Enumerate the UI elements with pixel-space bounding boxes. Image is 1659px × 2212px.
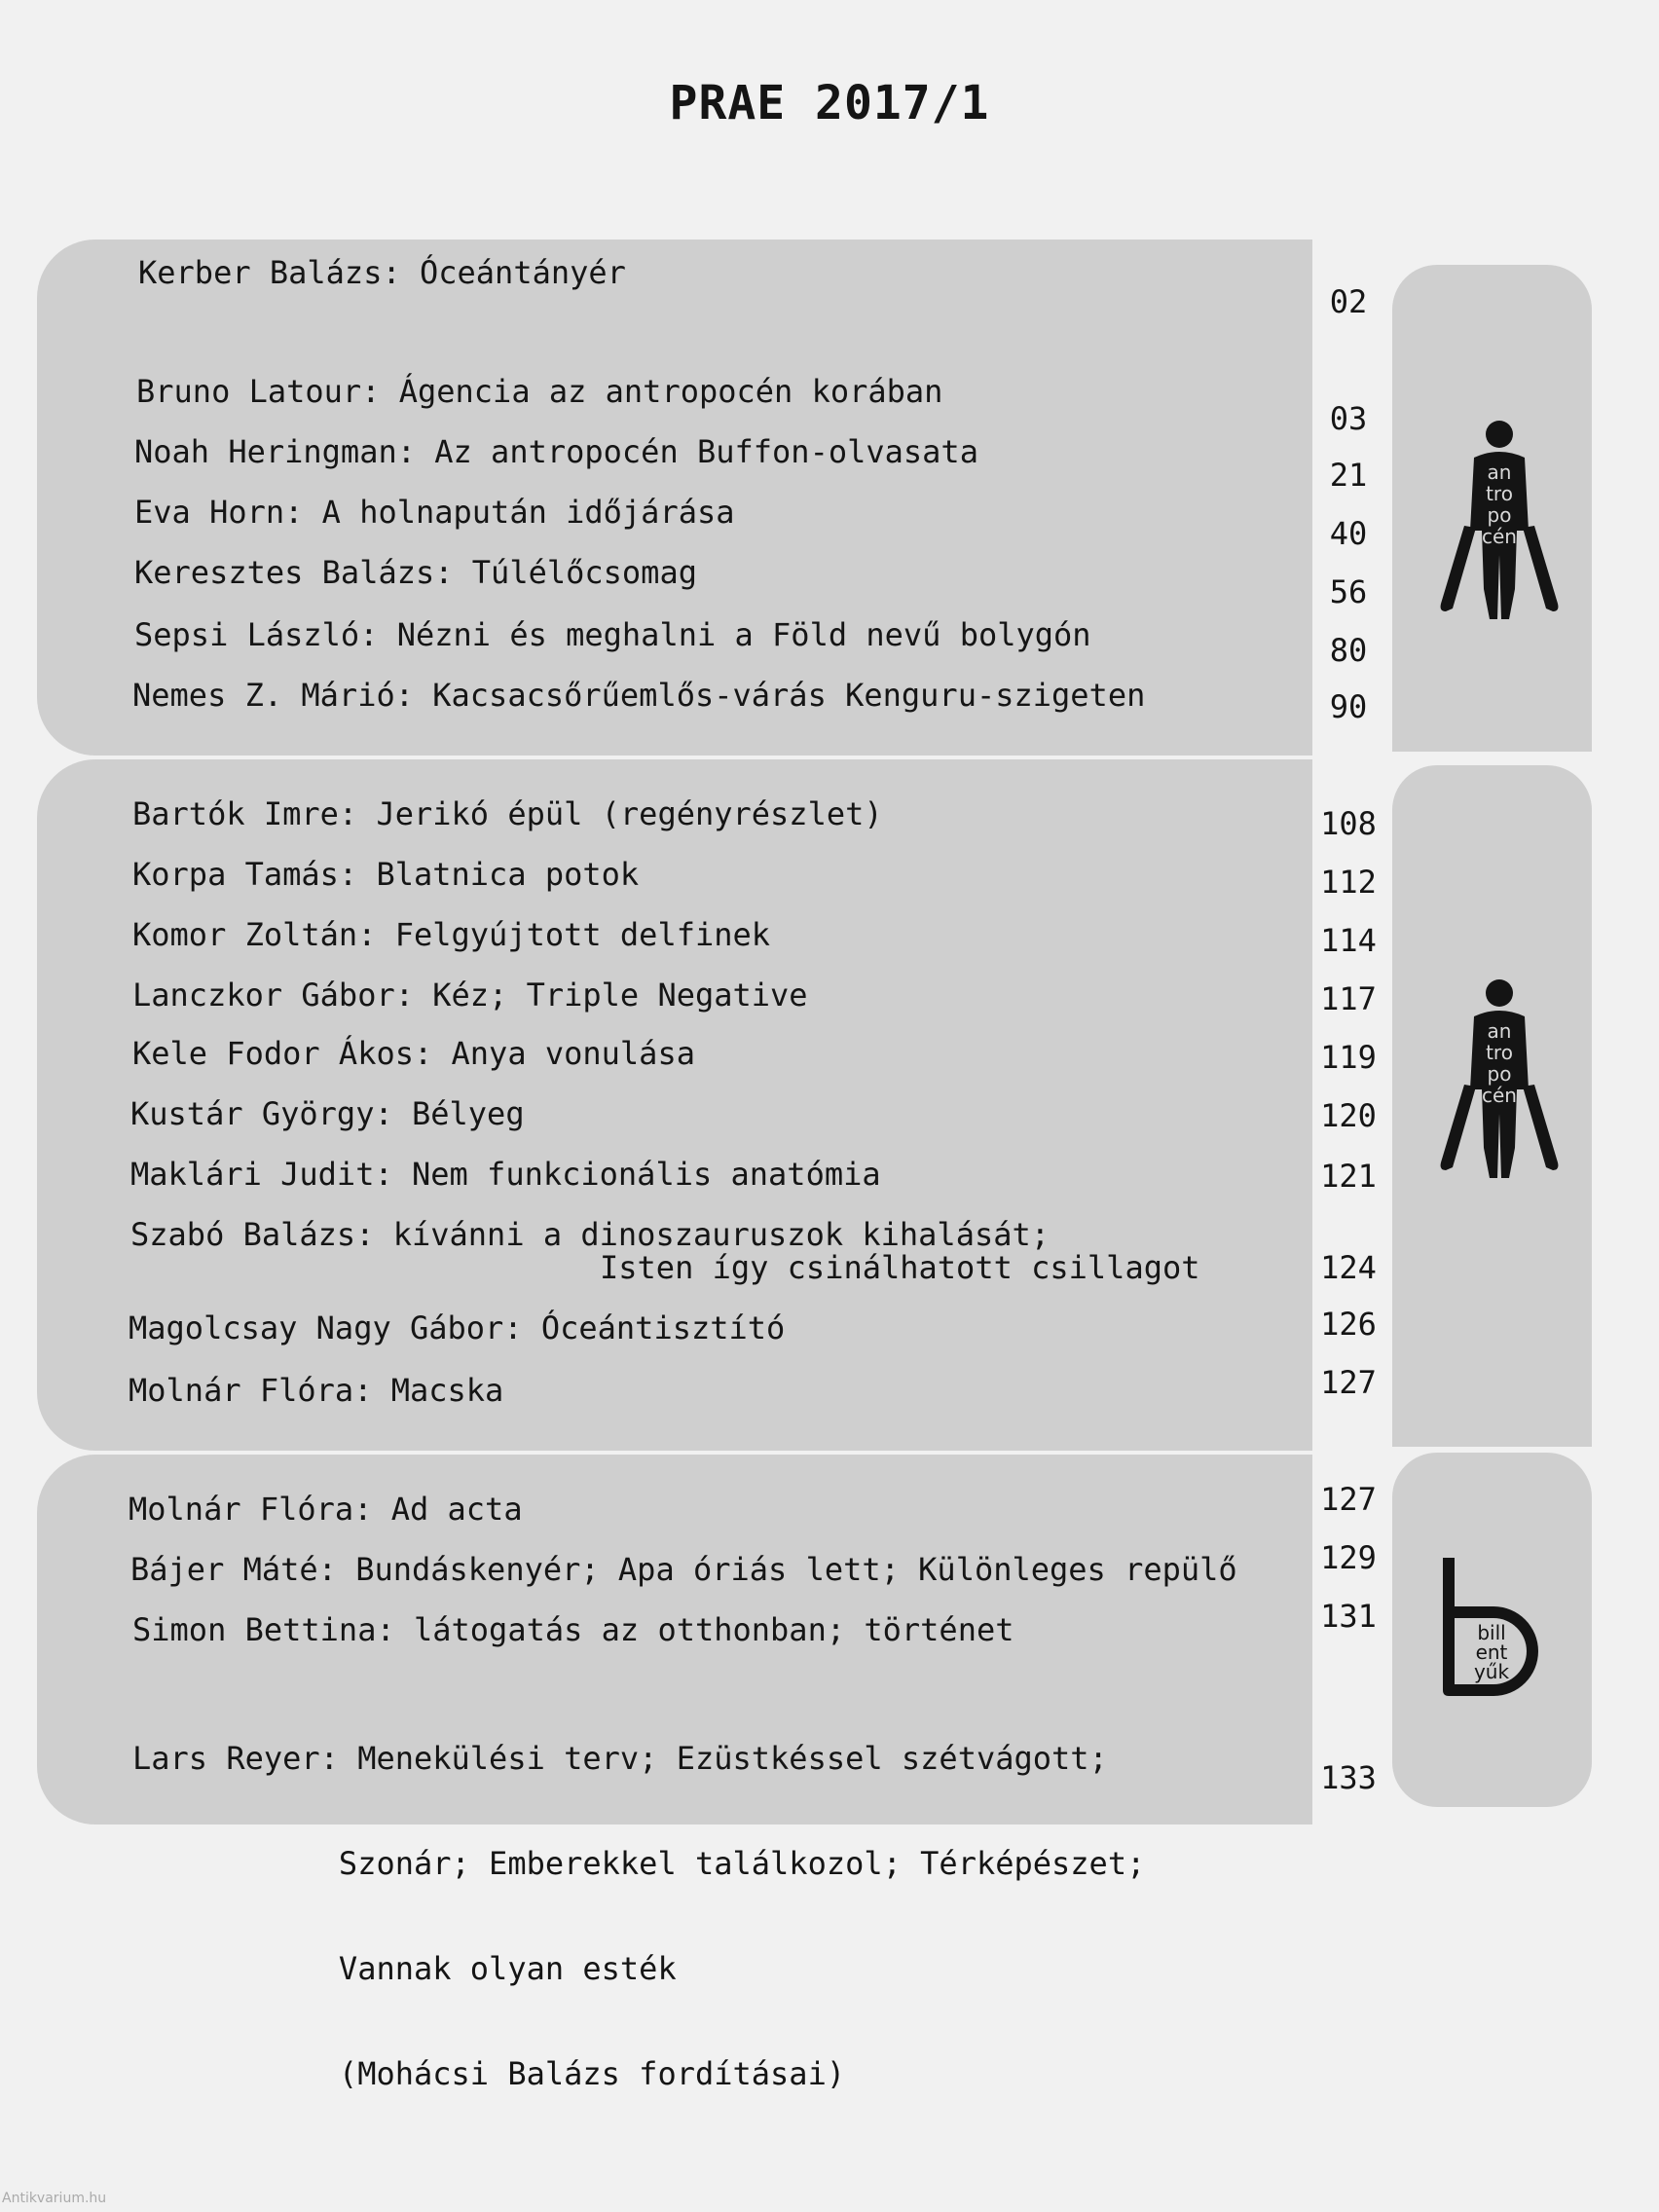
toc-entry-text-continued: Isten így csinálhatott csillagot bbox=[600, 1249, 1200, 1286]
icon-syllable: cén bbox=[1482, 525, 1517, 548]
toc-entry-text: Molnár Flóra: Ad acta bbox=[129, 1491, 523, 1528]
toc-entry-text: Kele Fodor Ákos: Anya vonulása bbox=[132, 1035, 695, 1072]
toc-entry-text: Kerber Balázs: Óceántányér bbox=[138, 254, 626, 291]
toc-entry-page: 120 bbox=[1320, 1097, 1377, 1134]
icon-syllable: yűk bbox=[1473, 1660, 1510, 1683]
toc-entry-page: 127 bbox=[1320, 1481, 1377, 1518]
toc-entry-text: Bartók Imre: Jerikó épül (regényrészlet) bbox=[132, 795, 883, 832]
toc-entry-text: Komor Zoltán: Felgyújtott delfinek bbox=[132, 916, 771, 953]
toc-entry-text: Lars Reyer: Menekülési terv; Ezüstkéssel szétvágott; Szonár; Emberekkel találkozol; Térképészet; Vannak olyan esték (Mohácsi Balázs fordításai) bbox=[132, 1740, 1146, 2092]
icon-syllable: bill bbox=[1477, 1621, 1506, 1644]
toc-entry-text: Kustár György: Bélyeg bbox=[130, 1095, 525, 1132]
antropocen-figure-icon bbox=[1431, 419, 1567, 623]
toc-entry-page: 56 bbox=[1329, 573, 1368, 610]
icon-syllable: po bbox=[1487, 1062, 1512, 1086]
toc-entry-page: 126 bbox=[1320, 1306, 1377, 1343]
toc-entry-text: Magolcsay Nagy Gábor: Óceántisztító bbox=[129, 1309, 786, 1346]
icon-syllable: po bbox=[1487, 503, 1512, 527]
toc-entry-page: 21 bbox=[1329, 457, 1368, 494]
icon-syllable: tro bbox=[1486, 482, 1513, 505]
toc-entry-page: 133 bbox=[1320, 1759, 1377, 1796]
toc-entry-page: 129 bbox=[1320, 1539, 1377, 1576]
toc-entry-page: 114 bbox=[1320, 922, 1377, 959]
icon-syllable: an bbox=[1487, 1019, 1512, 1043]
icon-syllable: ent bbox=[1475, 1641, 1508, 1664]
toc-entry-page: 127 bbox=[1320, 1364, 1377, 1401]
page-title: PRAE 2017/1 bbox=[669, 76, 990, 130]
toc-entry-text: Szabó Balázs: kívánni a dinoszauruszok kihalását; bbox=[130, 1216, 1051, 1253]
toc-entry-text: Noah Heringman: Az antropocén Buffon-olvasata bbox=[134, 433, 978, 470]
toc-entry-page: 131 bbox=[1320, 1598, 1377, 1635]
toc-entry-page: 40 bbox=[1329, 515, 1368, 552]
icon-syllable: an bbox=[1487, 461, 1512, 484]
toc-entry-page: 117 bbox=[1320, 980, 1377, 1017]
toc-entry-text: Bájer Máté: Bundáskenyér; Apa óriás lett; Különleges repülő bbox=[130, 1551, 1237, 1588]
toc-entry-text: Eva Horn: A holnapután időjárása bbox=[134, 494, 735, 531]
toc-entry-text: Sepsi László: Nézni és meghalni a Föld nevű bolygón bbox=[134, 616, 1091, 653]
toc-entry-page: 80 bbox=[1329, 632, 1368, 669]
icon-syllable: tro bbox=[1486, 1041, 1513, 1064]
billentyuk-b-icon bbox=[1435, 1554, 1552, 1700]
toc-entry-text: Korpa Tamás: Blatnica potok bbox=[132, 856, 640, 893]
toc-entry-page: 90 bbox=[1329, 688, 1368, 725]
toc-entry-text: Lanczkor Gábor: Kéz; Triple Negative bbox=[132, 977, 808, 1014]
toc-entry-text: Maklári Judit: Nem funkcionális anatómia bbox=[130, 1156, 881, 1193]
toc-entry-text: Keresztes Balázs: Túlélőcsomag bbox=[134, 554, 697, 591]
toc-entry-page: 112 bbox=[1320, 864, 1377, 901]
watermark: Antikvarium.hu bbox=[2, 2191, 107, 2206]
antropocen-figure-icon bbox=[1431, 977, 1567, 1182]
toc-entry-page: 121 bbox=[1320, 1158, 1377, 1195]
toc-entry-page: 03 bbox=[1329, 400, 1368, 437]
toc-entry-page: 119 bbox=[1320, 1039, 1377, 1076]
toc-entry-page: 108 bbox=[1320, 805, 1377, 842]
toc-entry-page: 124 bbox=[1320, 1249, 1377, 1286]
toc-entry-text: Simon Bettina: látogatás az otthonban; történet bbox=[132, 1611, 1014, 1648]
toc-entry-page: 02 bbox=[1329, 283, 1368, 320]
toc-entry-text: Molnár Flóra: Macska bbox=[129, 1372, 504, 1409]
toc-entry-text: Nemes Z. Márió: Kacsacsőrűemlős-várás Kenguru-szigeten bbox=[132, 677, 1146, 714]
icon-syllable: cén bbox=[1482, 1084, 1517, 1107]
toc-entry-text: Bruno Latour: Ágencia az antropocén korában bbox=[136, 373, 943, 410]
